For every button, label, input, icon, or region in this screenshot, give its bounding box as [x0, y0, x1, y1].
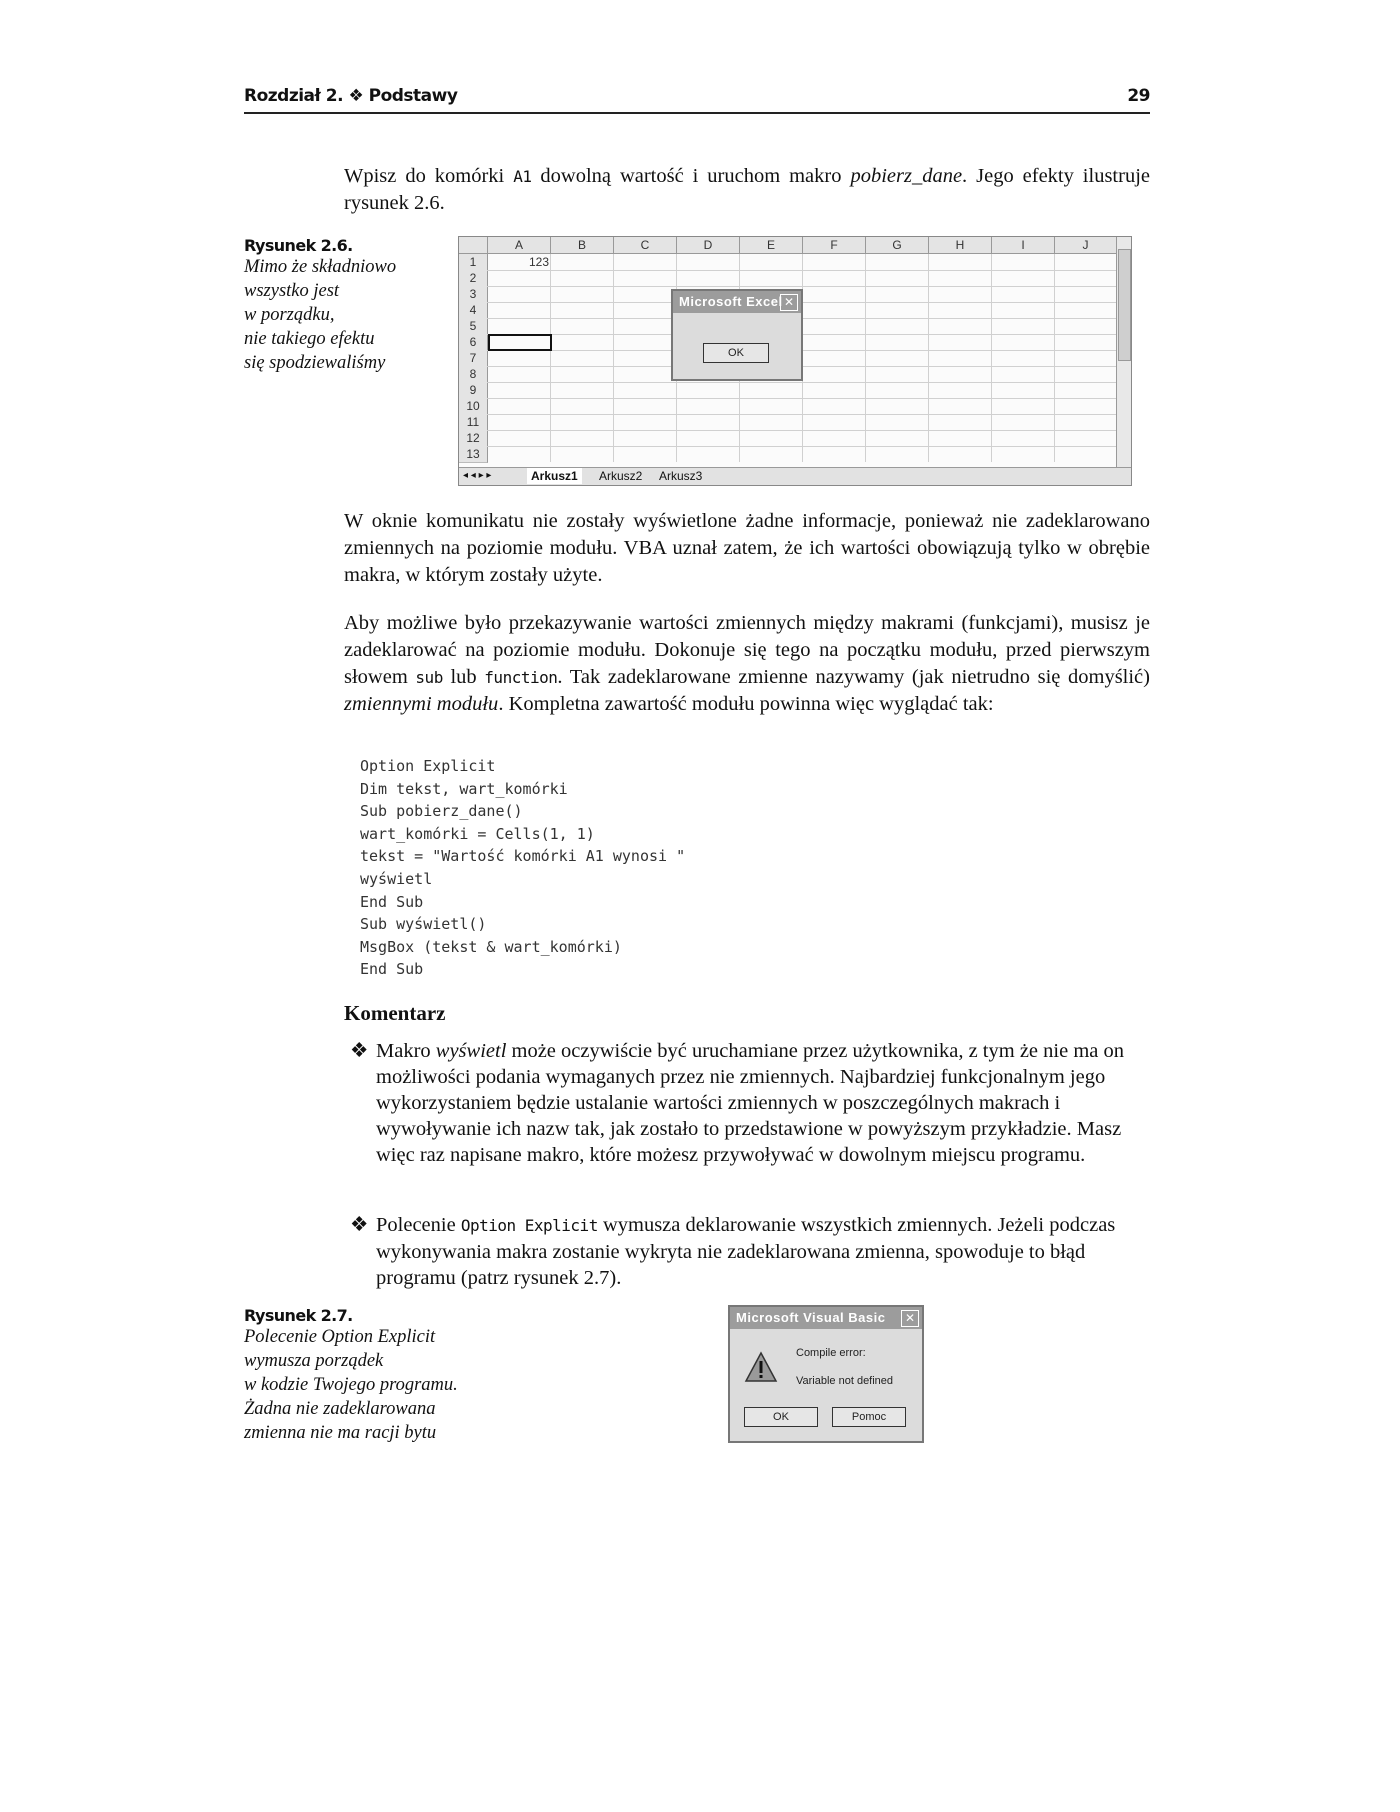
cell-reference: A1 — [513, 167, 532, 186]
help-button[interactable]: Pomoc — [832, 1407, 906, 1427]
warning-icon — [744, 1351, 778, 1383]
column-header: D — [677, 237, 740, 254]
row-header: 1 — [459, 254, 488, 271]
code-line: Sub pobierz_dane() — [360, 802, 523, 821]
corner-cell — [459, 237, 488, 254]
close-icon[interactable]: ✕ — [780, 294, 798, 311]
row-header: 2 — [459, 270, 488, 287]
bullet-diamond-icon: ❖ — [350, 1040, 369, 1062]
tab-arkusz2[interactable]: Arkusz2 — [599, 469, 643, 483]
column-header: B — [551, 237, 614, 254]
row-header: 12 — [459, 430, 488, 447]
row-header: 4 — [459, 302, 488, 319]
code-line: wart_komórki = Cells(1, 1) — [360, 824, 595, 843]
caption-title: Rysunek 2.6. — [244, 236, 353, 255]
code-line: End Sub — [360, 960, 424, 979]
error-message: Variable not defined — [796, 1375, 894, 1387]
running-header — [244, 86, 1150, 114]
active-cell-a6[interactable] — [488, 334, 552, 351]
row-header: 13 — [459, 446, 488, 463]
column-header: G — [866, 237, 929, 254]
sheet-tabs-bar — [459, 467, 1131, 485]
column-header: I — [992, 237, 1055, 254]
code-line: wyświetl — [360, 869, 433, 888]
term-module-variables: zmiennymi modułu — [344, 693, 499, 715]
excel-sheet-screenshot — [458, 236, 1132, 486]
figure-2-6-caption — [244, 236, 444, 375]
column-header: E — [740, 237, 803, 254]
row-header: 11 — [459, 414, 488, 431]
column-header: J — [1055, 237, 1117, 254]
section-heading: Komentarz — [344, 1001, 446, 1025]
paragraph-2: Aby możliwe było przekazywanie wartości zmiennych między makrami (funkcjami), musisz je zadeklarować na poziomie modułu. Dokonuje się tego na początku modułu, przed pierwszym słowem sub lub function. Tak zadeklarowane zmienne nazywamy (jak nietrudno się domyślić) zmiennymi modułu. Kompletna zawartość modułu powinna więc wyglądać tak: — [344, 612, 1150, 715]
intro-paragraph: Wpisz do komórki A1 dowolną wartość i uruchom makro pobierz_dane. Jego efekty ilustruje rysunek 2.6. — [344, 165, 1150, 214]
macro-name: wyświetl — [435, 1040, 507, 1062]
scroll-thumb[interactable] — [1118, 249, 1131, 361]
cell-a1[interactable]: 123 — [529, 255, 550, 269]
tab-nav-arrows-icon[interactable]: ◂ ◂ ▸ ▸ — [463, 470, 492, 481]
code-line: Dim tekst, wart_komórki — [360, 779, 568, 798]
bullet-text: Polecenie Option Explicit wymusza deklarowanie wszystkich zmiennych. Jeżeli podczas wykonywania makra zostanie wykryta nie zadeklarowana zmienna, spowoduje to błąd programu (patrz rysunek 2.7). — [376, 1214, 1116, 1289]
excel-message-dialog — [671, 289, 803, 381]
ok-button[interactable]: OK — [744, 1407, 818, 1427]
column-header: H — [929, 237, 992, 254]
row-header: 3 — [459, 286, 488, 303]
bullet-diamond-icon: ❖ — [350, 1214, 369, 1236]
column-header: C — [614, 237, 677, 254]
tab-arkusz1[interactable]: Arkusz1 — [527, 468, 582, 484]
close-icon[interactable]: ✕ — [901, 1310, 919, 1327]
vb-error-dialog — [728, 1305, 924, 1443]
code-line: End Sub — [360, 892, 424, 911]
caption-body: Mimo że składniowo wszystko jest w porządku, nie takiego efektu się spodziewaliśmy — [244, 257, 397, 373]
code-line: MsgBox (tekst & wart_komórki) — [360, 937, 622, 956]
macro-name: pobierz_dane — [850, 165, 963, 187]
column-header: F — [803, 237, 866, 254]
bullet-item-2 — [350, 1212, 1150, 1294]
row-header: 7 — [459, 350, 488, 367]
row-header: 10 — [459, 398, 488, 415]
inline-code: Option Explicit — [460, 1216, 598, 1235]
dialog-title: Microsoft Excel — [673, 291, 801, 313]
chapter-title: Rozdział 2. ❖ Podstawy — [244, 86, 458, 106]
row-header: 5 — [459, 318, 488, 335]
code-line: tekst = "Wartość komórki A1 wynosi " — [360, 847, 686, 866]
paragraph-1: W oknie komunikatu nie zostały wyświetlone żadne informacje, ponieważ nie zadeklarowano zmiennych na poziomie modułu. VBA uznał zatem, że ich wartości obowiązują tylko w obrębie makra, w którym zostały użyte. — [344, 510, 1150, 586]
ok-button[interactable]: OK — [703, 343, 769, 363]
figure-2-7-caption — [244, 1306, 504, 1445]
page-number: 29 — [1127, 86, 1150, 106]
code-line: Sub wyświetl() — [360, 915, 487, 934]
code-listing — [360, 755, 685, 981]
error-heading: Compile error: — [796, 1347, 866, 1359]
row-header: 9 — [459, 382, 488, 399]
caption-body: Polecenie Option Explicit wymusza porządek w kodzie Twojego programu. Żadna nie zadeklarowana zmienna nie ma racji bytu — [244, 1327, 458, 1443]
dialog-title: Microsoft Visual Basic — [730, 1307, 922, 1329]
column-header: A — [488, 237, 551, 254]
bullet-item-1 — [350, 1038, 1150, 1198]
tab-arkusz3[interactable]: Arkusz3 — [659, 469, 703, 483]
code-line: Option Explicit — [360, 757, 496, 775]
bullet-text: Makro wyświetl może oczywiście być uruchamiane przez użytkownika, z tym że nie ma on możliwości podania wymaganych przez nie zmiennych. Najbardziej funkcjonalnym jego wykorzystaniem będzie ustalanie wartości zmiennych w poszczególnych makrach i wywoływanie ich nazw tak, jak zostało to przedstawione w powyższym przykładzie. Masz więc raz napisane makro, które możesz przywoływać w dowolnym miejscu programu. — [376, 1040, 1124, 1166]
caption-title: Rysunek 2.7. — [244, 1306, 353, 1325]
vertical-scrollbar[interactable] — [1116, 237, 1131, 467]
keyword-function: function — [484, 668, 558, 687]
row-header: 6 — [459, 334, 488, 351]
keyword-sub: sub — [415, 668, 443, 687]
row-header: 8 — [459, 366, 488, 383]
